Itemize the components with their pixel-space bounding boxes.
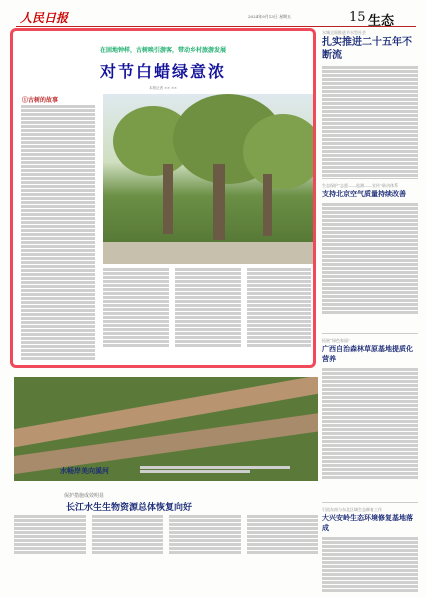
article-headline: 对节白蜡绿意浓 xyxy=(99,62,226,81)
article-byline: 本报记者 ×× ×× xyxy=(149,86,177,90)
right-article-1-title: 扎实推进二十五年不断流 xyxy=(322,37,412,61)
right-article-4-kicker: 引流东南与东北区域生态修复工作 xyxy=(322,507,382,512)
right-article-4-title: 大兴安岭生态环境修复基地落成 xyxy=(322,513,413,532)
article-text-column-2 xyxy=(103,268,169,348)
right-article-1-text xyxy=(322,66,418,176)
issue-date: 2024年9月13日 星期五 xyxy=(248,14,292,19)
right-article-2-title: 支持北京空气质量持续改善 xyxy=(322,189,406,198)
article-kicker: 在固地钟样，古树唤引游客，带动乡村旅游发展 xyxy=(99,47,226,54)
article-text-column-3 xyxy=(175,268,241,348)
bottom-article-kicker: 保护措施成效明显 xyxy=(63,493,104,499)
right-article-2-text xyxy=(322,203,418,323)
right-article-2-kicker: 生态保护“志愿——监测——宣传”联动体系 xyxy=(322,183,399,188)
right-article-3-text xyxy=(322,368,418,488)
right-article-3-title: 广西自治森林草原基地提质化营养 xyxy=(322,344,413,363)
aerial-caption: 水畅岸美向溪河 xyxy=(60,466,109,475)
aerial-photo-credit-text xyxy=(140,466,300,474)
right-column xyxy=(322,30,418,596)
newspaper-logo: 人民日报 xyxy=(20,11,69,25)
story-label: ①古树的故事 xyxy=(22,97,59,104)
right-article-4-text xyxy=(322,537,418,597)
article-text-column-left xyxy=(21,105,95,361)
tree-photo xyxy=(103,94,313,264)
article-text-column-4 xyxy=(247,268,311,348)
right-article-1-kicker: 水城全面推进节水型社会 xyxy=(322,30,366,35)
highlighted-feature-article[interactable] xyxy=(10,28,316,368)
bottom-article-title: 长江水生生物资源总体恢复向好 xyxy=(65,503,192,513)
bottom-article-text xyxy=(14,515,318,555)
right-article-3-kicker: 拓展“绿色家园” xyxy=(322,338,351,343)
page-number: 15 xyxy=(349,10,366,25)
masthead xyxy=(16,8,416,27)
section-name: 生态 xyxy=(368,14,395,29)
